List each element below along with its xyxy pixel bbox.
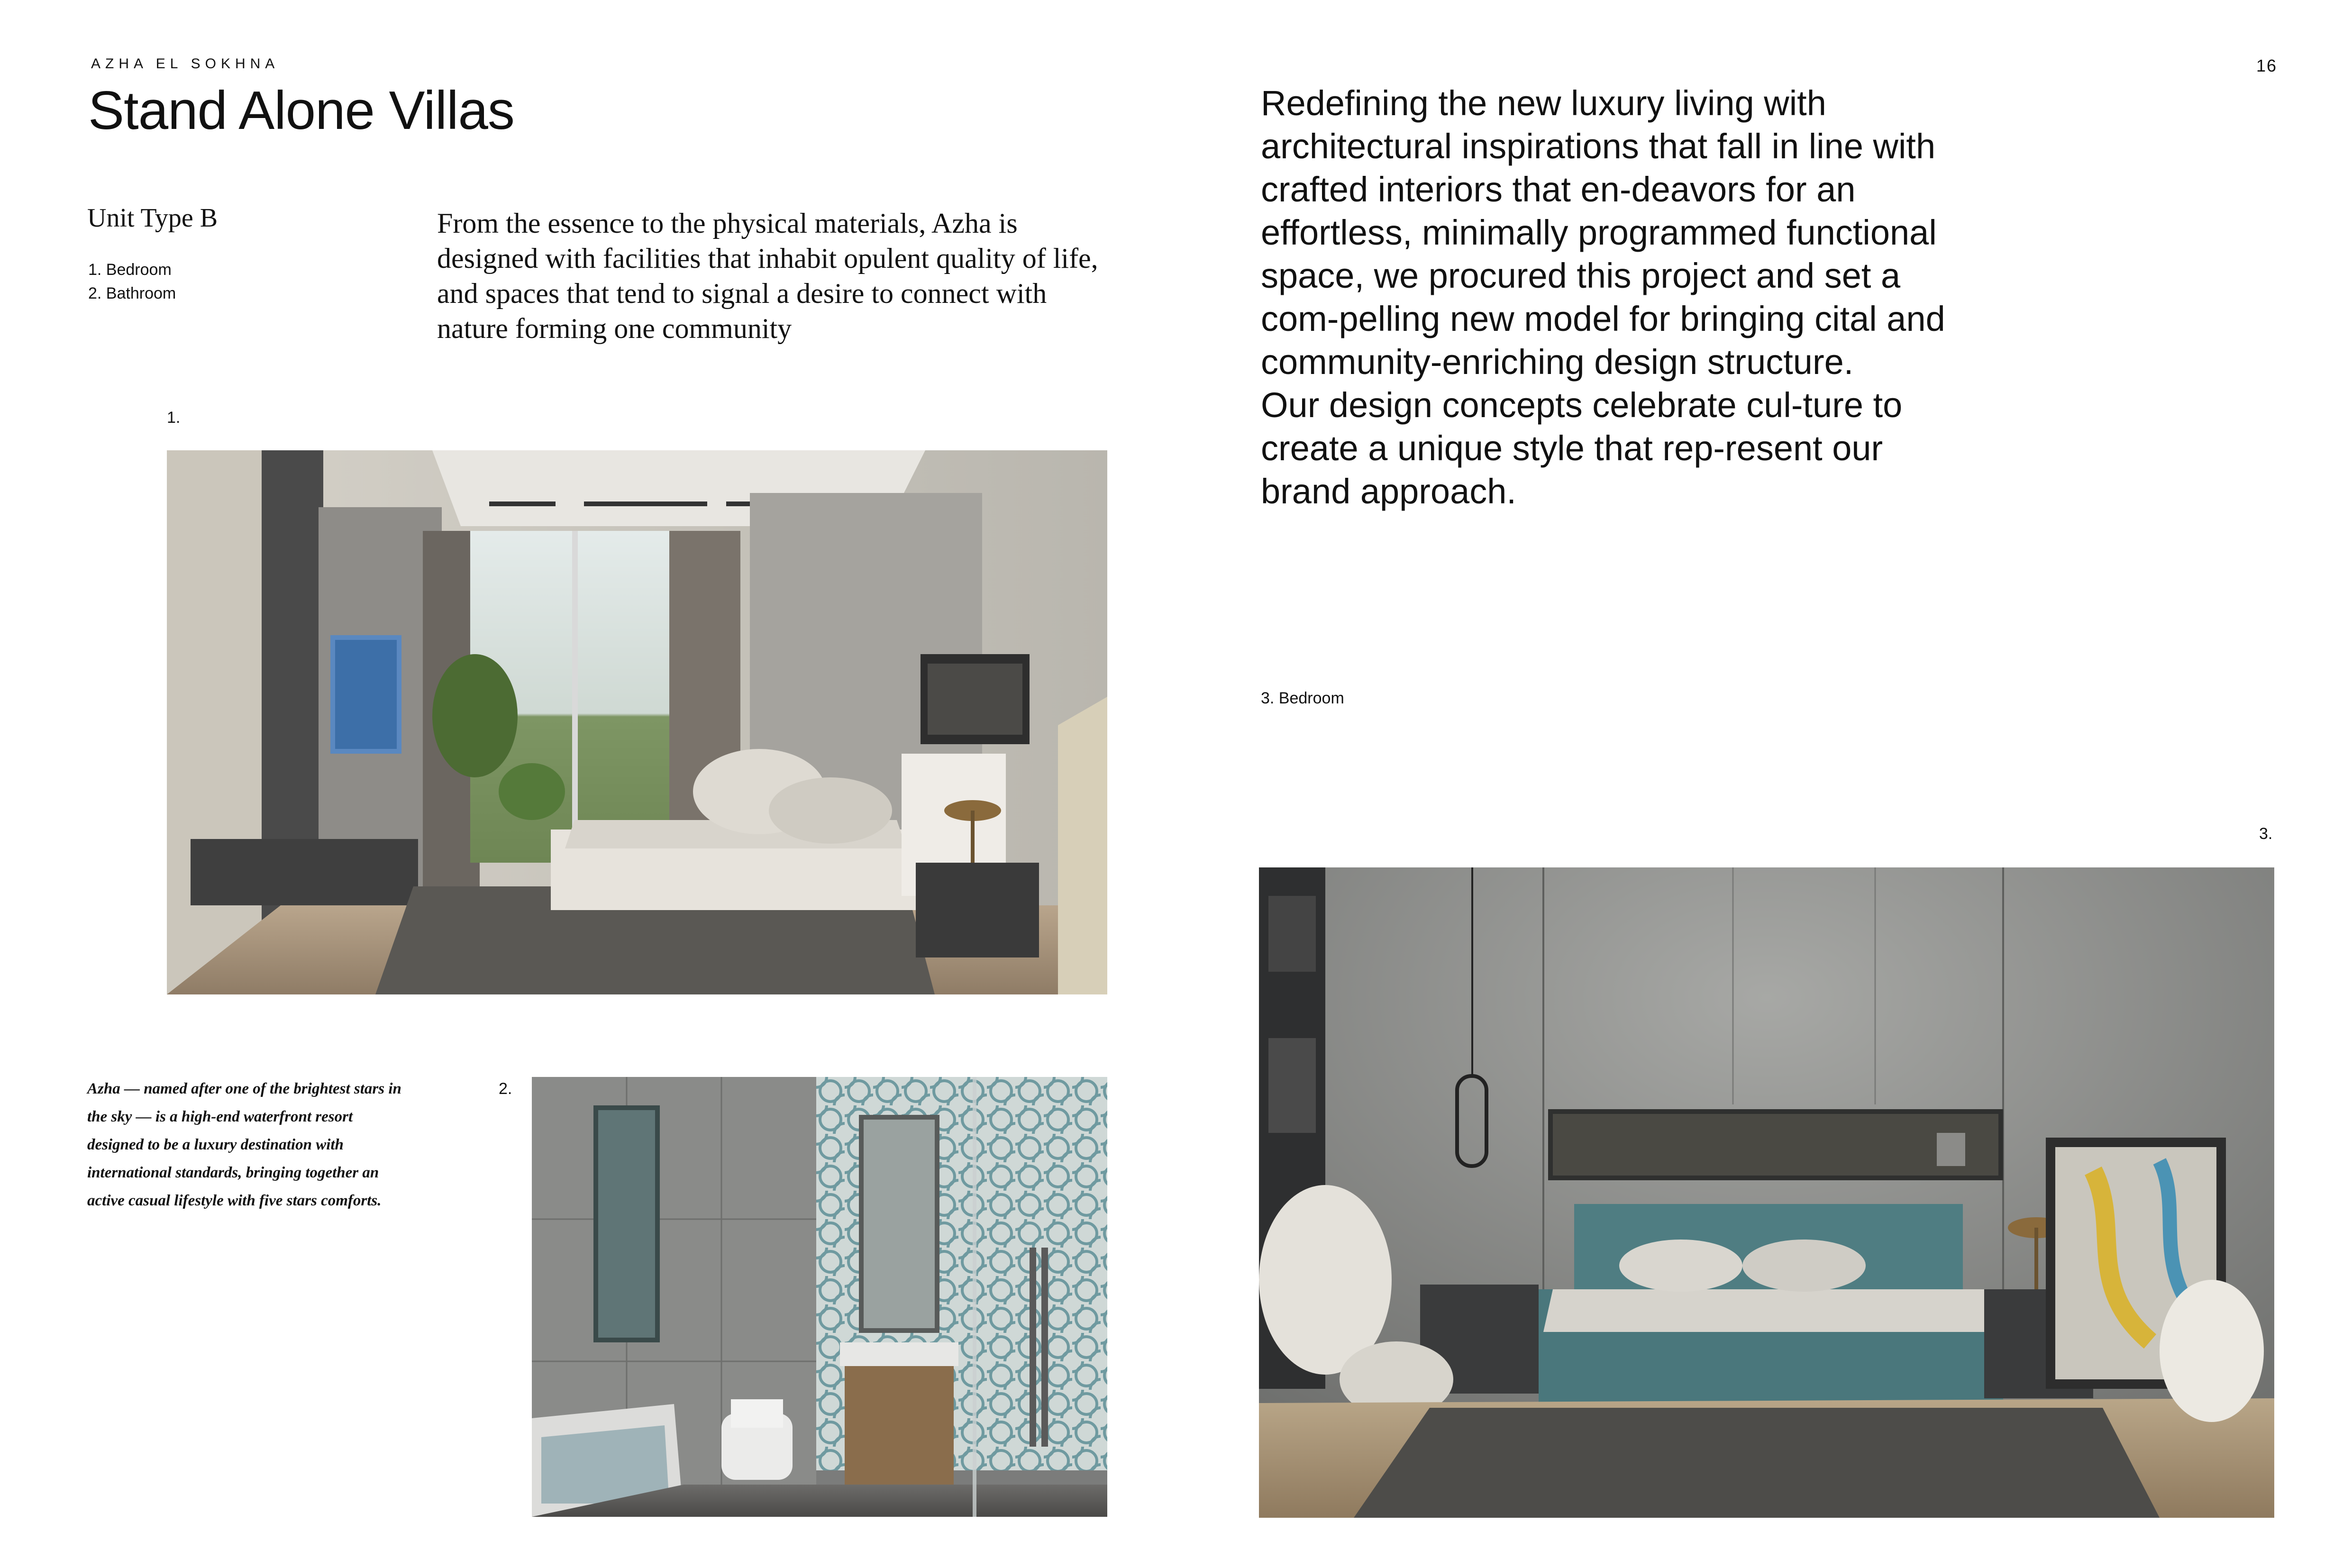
bedroom-photo-3 (1259, 867, 2274, 1518)
unit-room-item-bedroom: 1. Bedroom (88, 261, 172, 279)
bathroom-photo-2 (532, 1077, 1107, 1517)
statement-paragraph-2: Our design concepts celebrate cul-ture to create a unique style that rep-resent our brand approach. (1261, 385, 1903, 511)
photo-3-number: 3. (2259, 825, 2273, 843)
intro-paragraph: From the essence to the physical materials, Azha is designed with facilities that inhabit opulent quality of life, and spaces that tend to signal a desire to connect with nature forming one community (437, 208, 1098, 344)
photo-1-number: 1. (167, 409, 181, 427)
photo-2-number: 2. (499, 1080, 512, 1098)
unit-type-label: Unit Type B (87, 203, 218, 233)
statement-text (1261, 82, 1972, 513)
page-title: Stand Alone Villas (88, 81, 514, 141)
brand-name: AZHA EL SOKHNA (91, 56, 280, 72)
quote-paragraph: Azha — named after one of the brightest stars in the sky — is a high-end waterfront resort designed to be a luxury destination with international standards, bringing together an active casual lifestyle with five stars comforts. (87, 1080, 401, 1209)
unit-room-list (88, 258, 176, 305)
unit-room-item-bathroom: 2. Bathroom (88, 284, 176, 302)
photo-3-caption: 3. Bedroom (1261, 689, 1344, 707)
page-number: 16 (2256, 56, 2278, 75)
statement-paragraph-1: Redefining the new luxury living with architectural inspirations that fall in line with crafted interiors that en-deavors for an effortless, minimally programmed functional space, we procured this project and set a com-pelling new model for bringing cital and community-enriching design structure. (1261, 83, 1945, 382)
bedroom-photo-1 (167, 450, 1107, 994)
